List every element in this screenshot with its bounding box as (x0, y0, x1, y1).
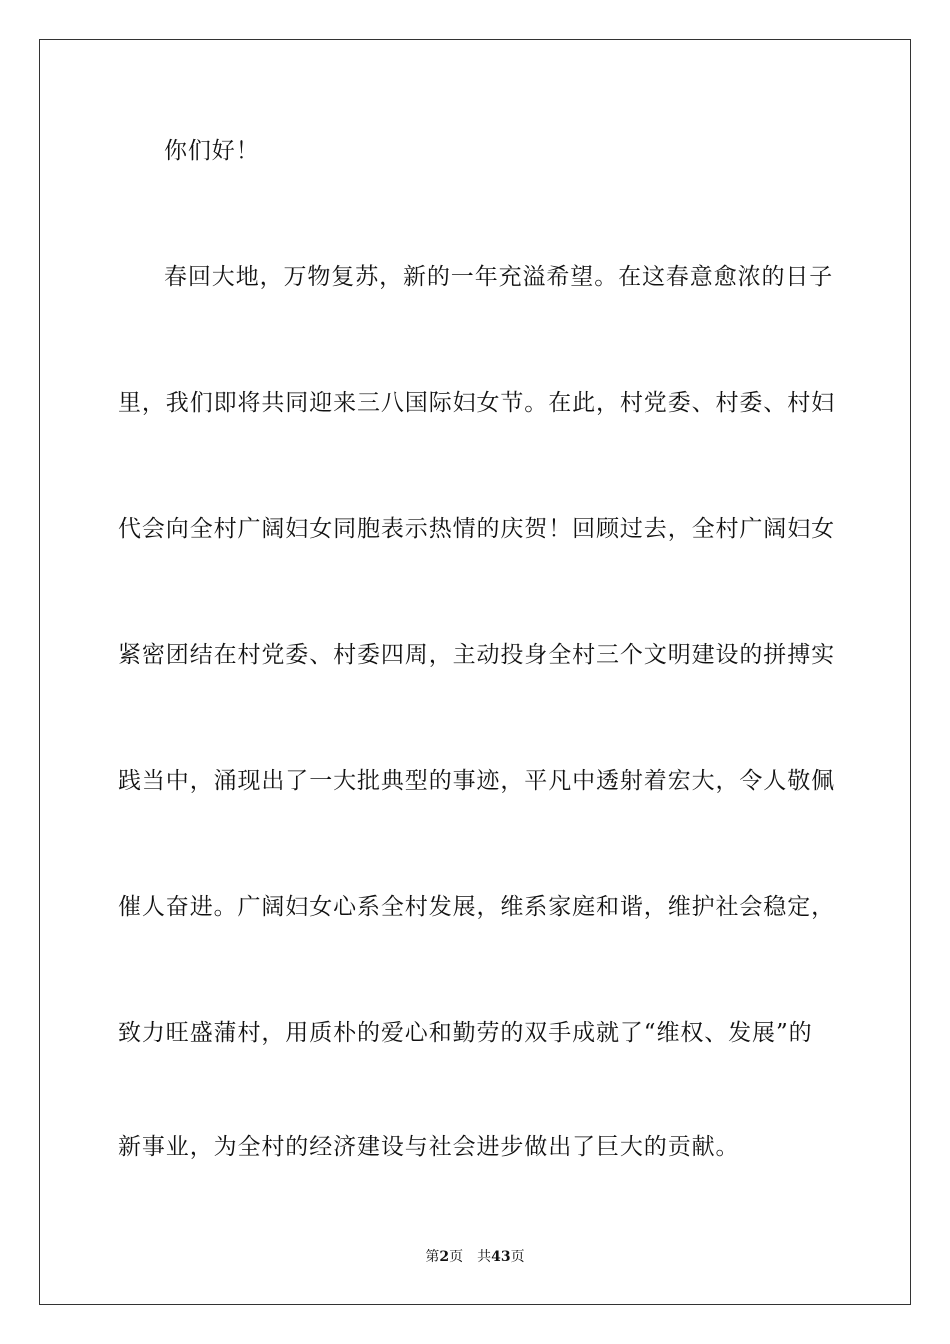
body-line-1: 春回大地，万物复苏，新的一年充溢希望。在这春意愈浓的日子 (164, 264, 834, 290)
body-line-3: 代会向全村广阔妇女同胞表示热情的庆贺！回顾过去，全村广阔妇女 (118, 516, 835, 542)
greeting-line: 你们好！ (164, 138, 260, 164)
total-suffix: 页 (510, 1249, 525, 1265)
page-suffix: 页 (449, 1249, 464, 1265)
body-line-7: 致力旺盛蒲村，用质朴的爱心和勤劳的双手成就了“维权、发展”的 (118, 1020, 813, 1046)
total-pages: 43 (491, 1249, 511, 1265)
body-line-4: 紧密团结在村党委、村委四周，主动投身全村三个文明建设的拼搏实 (118, 642, 835, 668)
body-line-6: 催人奋进。广阔妇女心系全村发展，维系家庭和谐，维护社会稳定， (118, 894, 835, 920)
page-prefix: 第 (425, 1249, 440, 1265)
page-number: 2 (439, 1249, 450, 1265)
page-footer (0, 1248, 950, 1266)
body-line-8: 新事业，为全村的经济建设与社会进步做出了巨大的贡献。 (118, 1134, 740, 1160)
page-border (39, 39, 911, 1305)
total-prefix: 共 (477, 1249, 492, 1265)
body-line-5: 践当中，涌现出了一大批典型的事迹，平凡中透射着宏大，令人敬佩 (118, 768, 835, 794)
body-line-2: 里，我们即将共同迎来三八国际妇女节。在此，村党委、村委、村妇 (118, 390, 835, 416)
